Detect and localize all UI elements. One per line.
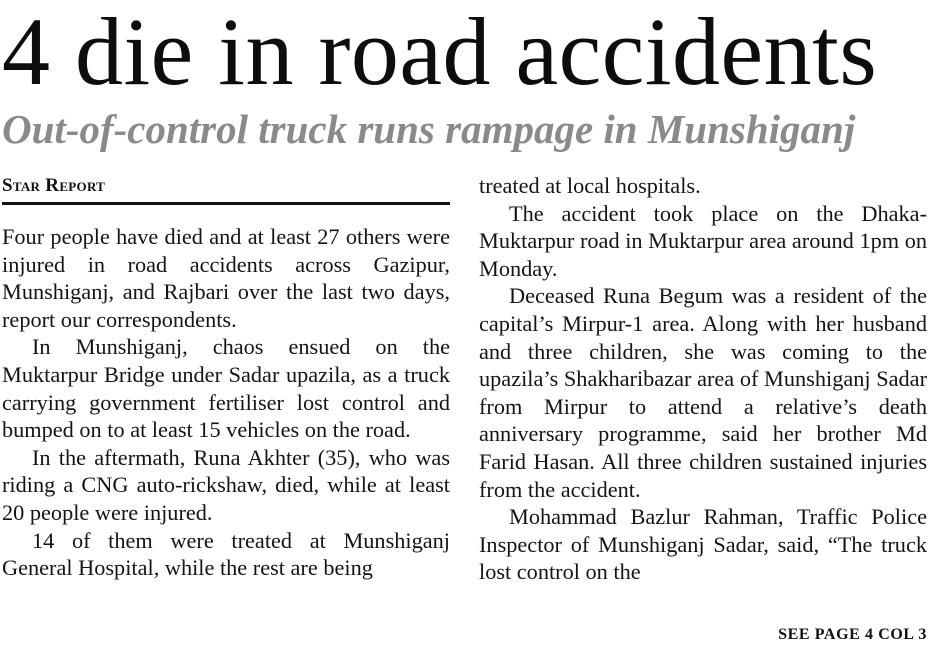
article-column-right: [479, 172, 927, 586]
paragraph-lead: Four people have died and at least 27 others were injured in road accidents across Gazipur, Munshiganj, and Rajbari over the last two days, report our correspondents.: [2, 224, 450, 332]
paragraph: In the aftermath, Runa Akhter (35), who was riding a CNG auto-rickshaw, died, while at least 20 people were injured.: [2, 444, 450, 525]
headline: 4 die in road accidents: [2, 0, 878, 105]
jump-line: SEE PAGE 4 COL 3: [778, 626, 927, 643]
paragraph: Mohammad Bazlur Rahman, Traffic Police Inspector of Munshiganj Sadar, said, “The truck lost control on the: [479, 504, 927, 585]
subheadline: Out-of-control truck runs rampage in Munshiganj: [2, 106, 856, 152]
paragraph-continued: treated at local hospitals.: [479, 173, 701, 198]
article-column-left: [2, 223, 450, 582]
byline: Star Report: [2, 174, 450, 205]
paragraph: In Munshiganj, chaos ensued on the Muktarpur Bridge under Sadar upazila, as a truck carrying government fertiliser lost control and bumped on to at least 15 vehicles on the road.: [2, 334, 450, 443]
paragraph: Deceased Runa Begum was a resident of the capital’s Mirpur-1 area. Along with her husband and three children, she was coming to the upazila’s Shakharibazar area of Munshiganj Sadar from Mirpur to attend a relative’s death anniversary programme, said her brother Md Farid Hasan. All three children sustained injuries from the accident.: [479, 283, 927, 502]
paragraph: 14 of them were treated at Munshiganj General Hospital, while the rest are being: [2, 527, 450, 581]
paragraph: The accident took place on the Dhaka-Muktarpur road in Muktarpur area around 1pm on Monday.: [479, 200, 927, 281]
